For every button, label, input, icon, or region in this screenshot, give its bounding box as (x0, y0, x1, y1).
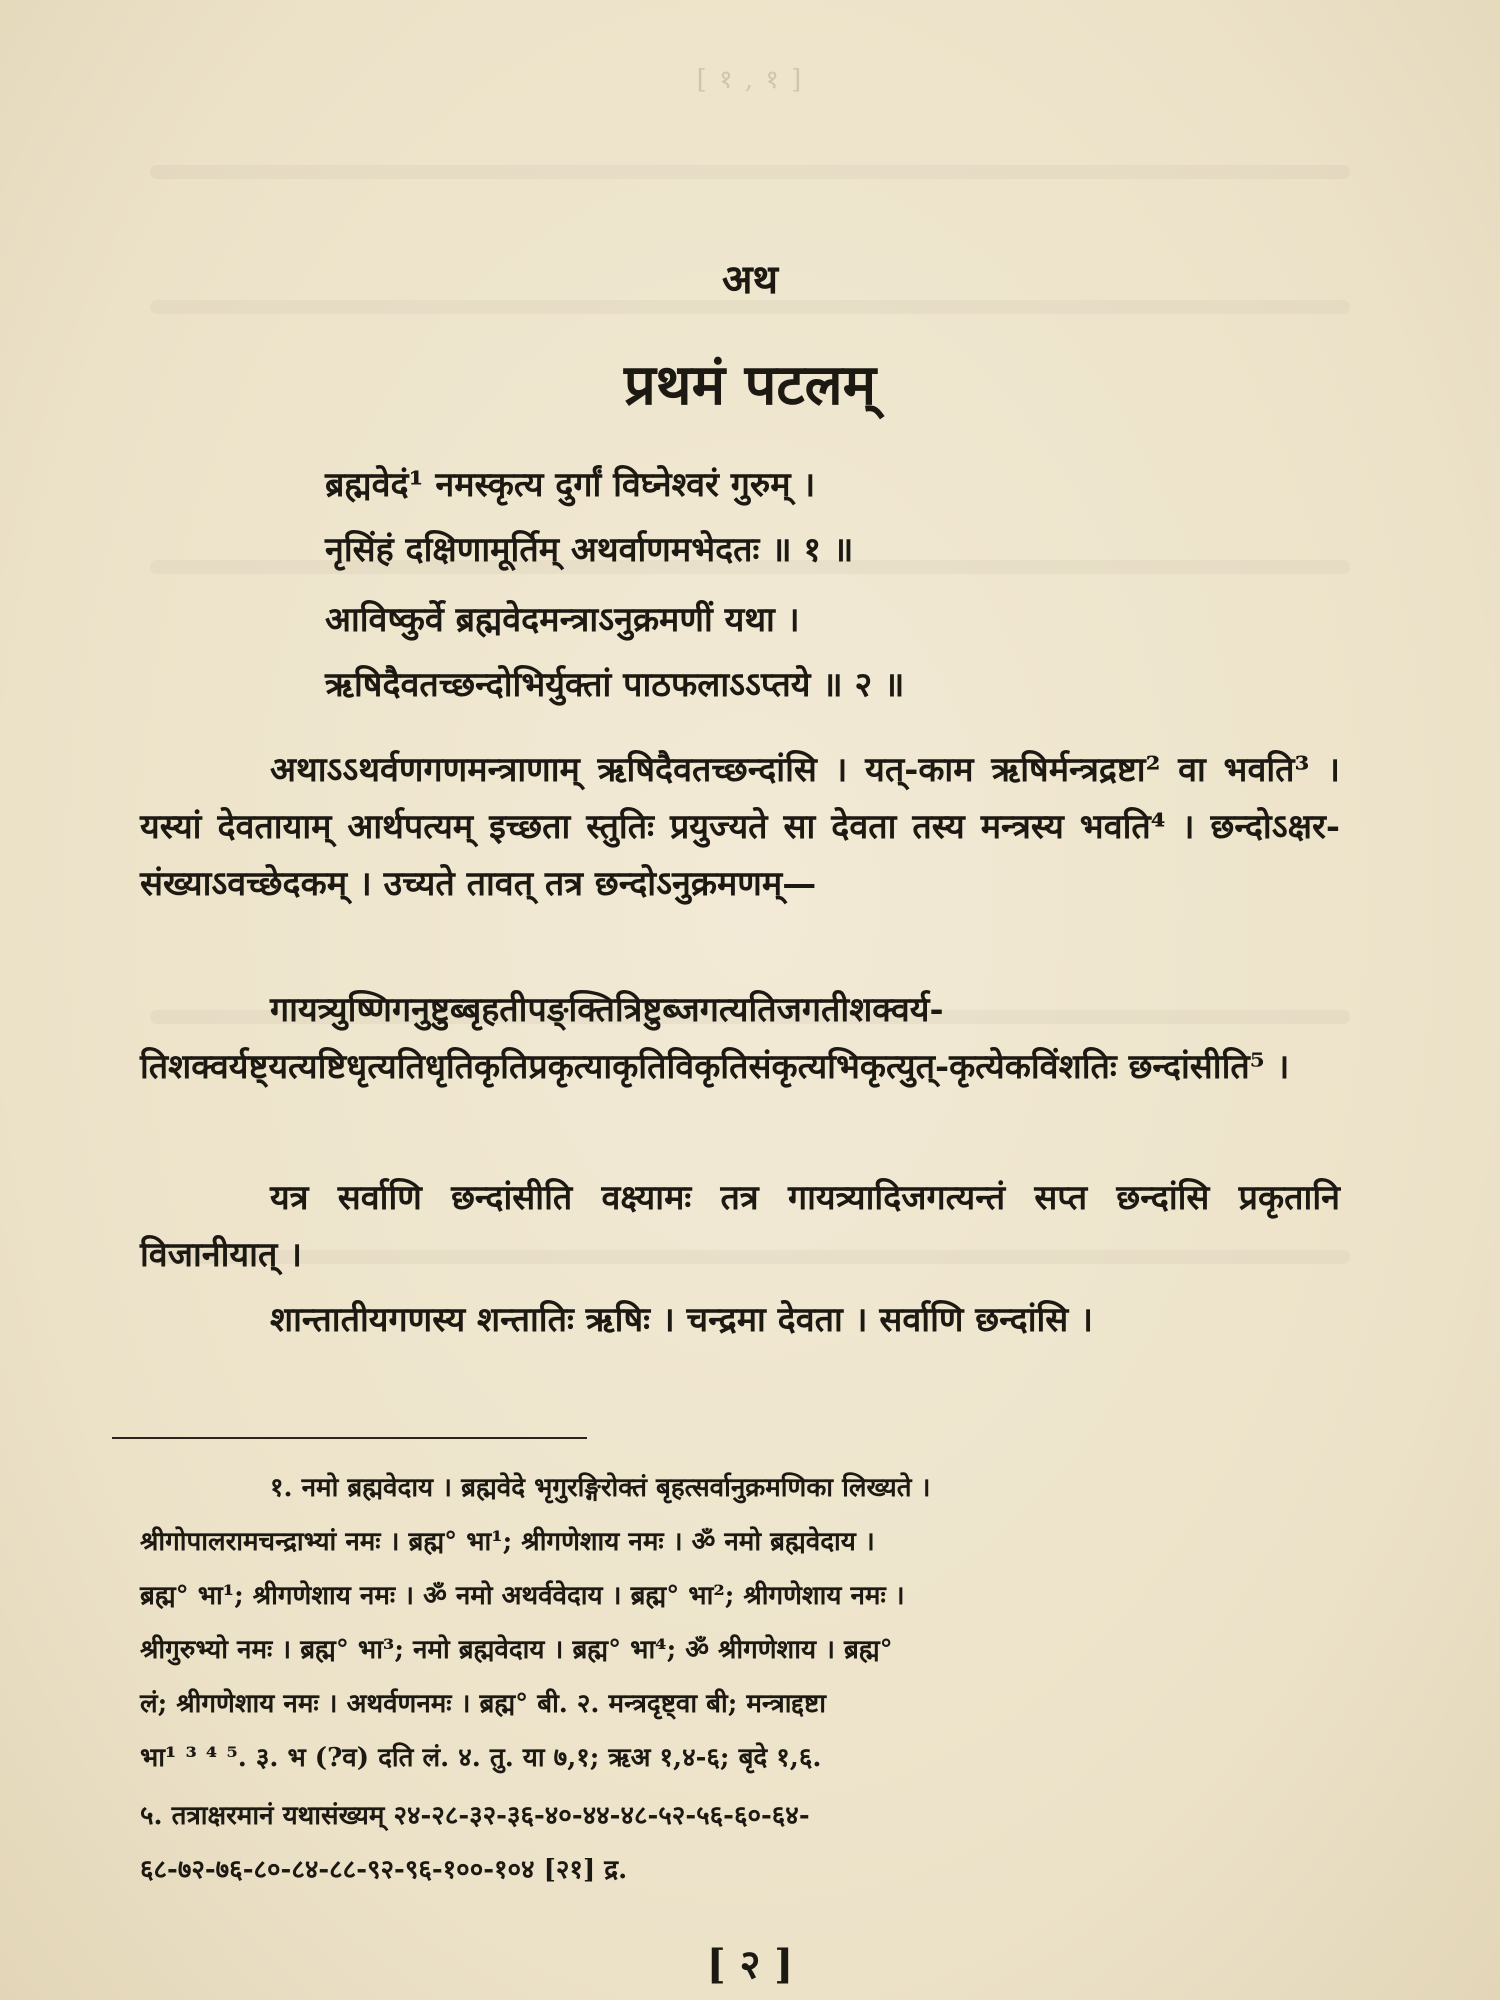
footnote-line: ब्रह्म° भा¹; श्रीगणेशाय नमः । ॐ नमो अथर्ववेदाय । ब्रह्म° भा²; श्रीगणेशाय नमः । (140, 1581, 905, 1611)
paragraph: अथाऽऽथर्वणगणमन्त्राणाम् ऋषिदैवतच्छन्दांसि । यत्-काम ऋषिर्मन्त्रद्रष्टा² वा भवति³ । यस्यां देवतायाम् आर्थपत्यम् इच्छता स्तुतिः प्रयुज्यते सा देवता तस्य मन्त्रस्य भवति⁴ । छन्दोऽक्षर-संख्याऽवच्छेदकम् । उच्यते तावत् तत्र छन्दोऽनुक्रमणम्— (140, 750, 1340, 904)
paragraph: शान्तातीयगणस्य शन्तातिः ऋषिः । चन्द्रमा देवता । सर्वाणि छन्दांसि । (270, 1300, 1094, 1340)
chapter-title: प्रथमं पटलम् (623, 352, 877, 418)
footnote-line: भा¹ ³ ⁴ ⁵. ३. भ (?व) दति लं. ४. तु. या ७,१; ऋअ १,४-६; बृदे १,६. (140, 1743, 822, 1773)
verse-line-text: नृसिंहं दक्षिणामूर्तिम् अथर्वाणमभेदतः ॥ १ ॥ (325, 530, 854, 570)
verse-line-text: ऋषिदैवतच्छन्दोभिर्युक्तां पाठफलाऽऽप्तये ॥ २ ॥ (325, 665, 905, 705)
verse-line-text: ब्रह्मवेदं¹ नमस्कृत्य दुर्गां विघ्नेश्वरं गुरुम् । (325, 465, 816, 505)
footnote-line: १. नमो ब्रह्मवेदाय । ब्रह्मवेदे भृगुरङ्गिरोक्तं बृहत्सर्वानुक्रमणिका लिख्यते । (270, 1473, 931, 1503)
footnote-line: ५. तत्राक्षरमानं यथासंख्यम् २४-२८-३२-३६-४०-४४-४८-५२-५६-६०-६४- (140, 1801, 810, 1831)
verse-line (325, 660, 1245, 706)
footnote-line: लं; श्रीगणेशाय नमः । अथर्वणनमः । ब्रह्म° बी. २. मन्त्रदृष्ट्वा बी; मन्त्राद्दष्टा (140, 1689, 826, 1719)
bleed-through-line (150, 165, 1350, 179)
verse-line-text: आविष्कुर्वे ब्रह्मवेदमन्त्राऽनुक्रमणीं यथा । (325, 600, 800, 640)
verse-line (325, 525, 1245, 571)
paragraph: यत्र सर्वाणि छन्दांसीति वक्ष्यामः तत्र गायत्र्यादिजगत्यन्तं सप्त छन्दांसि प्रकृतानि विजानीयात् । (140, 1178, 1340, 1275)
footnote-line: श्रीगुरुभ्यो नमः । ब्रह्म° भा³; नमो ब्रह्मवेदाय । ब्रह्म° भा⁴; ॐ श्रीगणेशाय । ब्रह्म° (140, 1635, 893, 1665)
verse-line (325, 460, 1245, 506)
footnote-divider (112, 1437, 587, 1439)
footnote-line: श्रीगोपालरामचन्द्राभ्यां नमः । ब्रह्म° भा¹; श्रीगणेशाय नमः । ॐ नमो ब्रह्मवेदाय । (140, 1527, 875, 1557)
running-head: [ १ , १ ] (696, 65, 804, 95)
paragraph: गायत्र्युष्णिगनुष्टुब्बृहतीपङ्क्तित्रिष्टुब्जगत्यतिजगतीशक्वर्य-तिशक्वर्यष्ट्यत्यष्टिधृत्यतिधृतिकृतिप्रकृत्याकृतिविकृतिसंकृत्यभिकृत्युत्-कृत्येकविंशतिः छन्दांसीति⁵ । (140, 990, 1290, 1087)
footnote-line: ६८-७२-७६-८०-८४-८८-९२-९६-१००-१०४ [२१] द्र. (140, 1855, 628, 1885)
section-intro-word: अथ (721, 256, 779, 303)
verse-line (325, 595, 1245, 641)
page-number: [ २ ] (706, 1941, 794, 1988)
